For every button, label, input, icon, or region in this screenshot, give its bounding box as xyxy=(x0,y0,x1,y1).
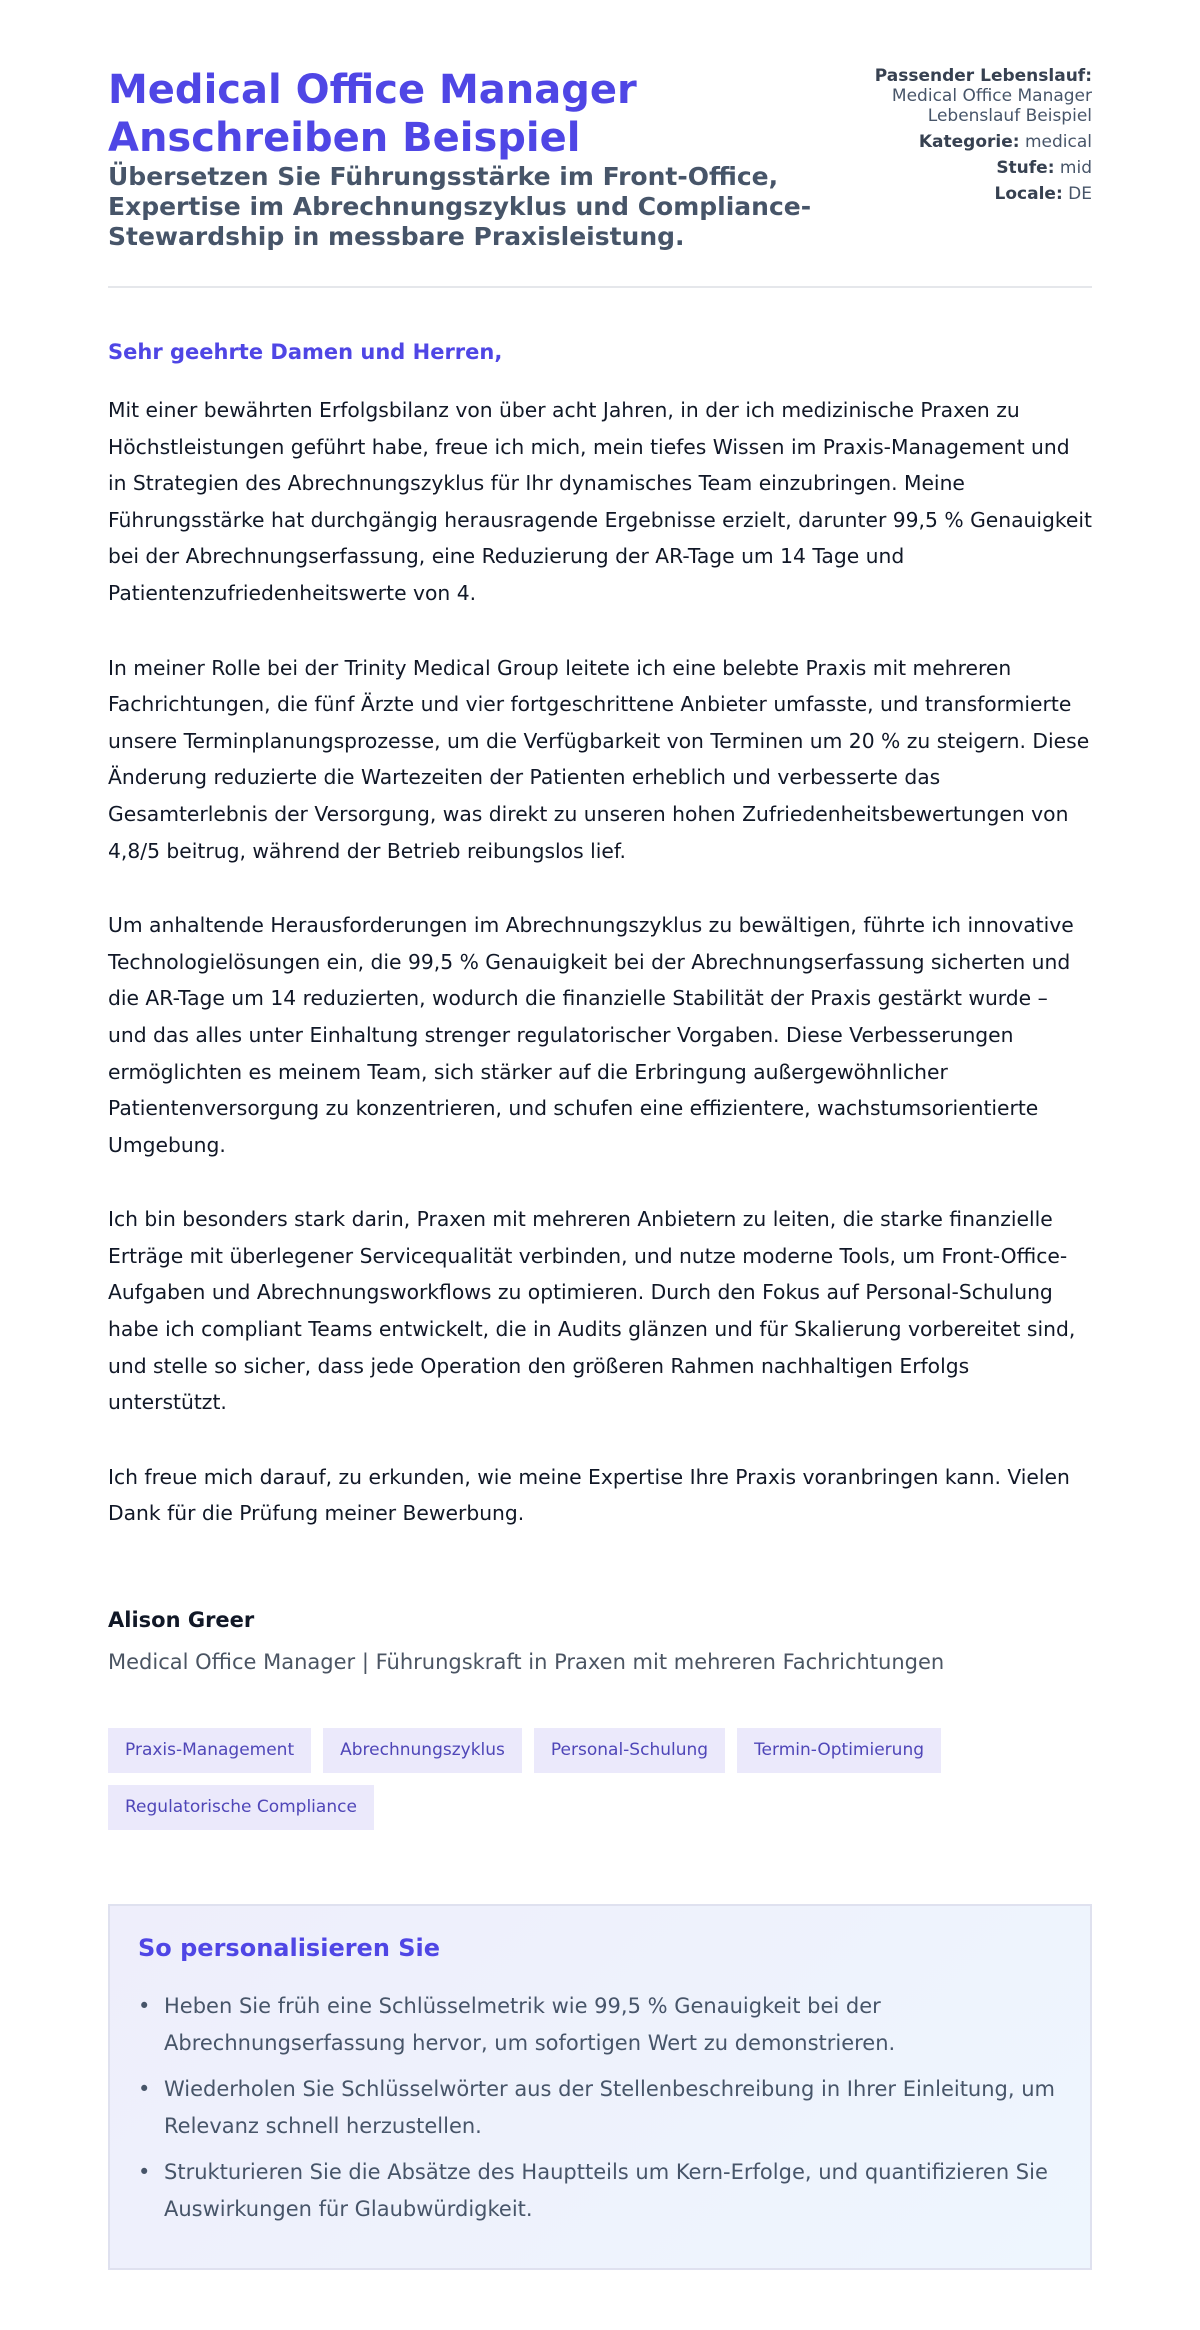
tag-termin-optimierung[interactable]: Termin-Optimierung xyxy=(737,1728,941,1773)
signature-name: Alison Greer xyxy=(108,1608,255,1633)
salutation: Sehr geehrte Damen und Herren, xyxy=(108,340,503,364)
tips-list xyxy=(138,1988,1062,2228)
page-title: Medical Office Manager Anschreiben Beispiel xyxy=(108,67,637,161)
bullet-icon: • xyxy=(138,1994,151,2019)
tip-item xyxy=(138,1988,1062,2061)
tag-personal-schulung[interactable]: Personal-Schulung xyxy=(534,1728,725,1773)
paragraph-intro: Mit einer bewährten Erfolgsbilanz von über acht Jahren, in der ich medizinische Praxen zu Höchstleistungen geführt habe, freue ich mich, mein tiefes Wissen im Praxis-Management und in Strategien des Abrechnungszyklus für Ihr dynamisches Team einzubringen. Meine Führungsstärke hat durchgängig herausragende Ergebnisse erzielt, darunter 99,5 % Genauigkeit bei der Abrechnungserfassung, eine Reduzierung der AR-Tage um 14 Tage und Patientenzufriedenheitswerte von 4. xyxy=(108,398,1092,605)
meta-level-value: mid xyxy=(1059,158,1092,178)
tip-item xyxy=(138,2154,1062,2227)
meta-panel xyxy=(836,66,1092,210)
paragraph-revenue-cycle: Um anhaltende Herausforderungen im Abrechnungszyklus zu bewältigen, führte ich innovative Technologielösungen ein, die 99,5 % Genauigkeit bei der Abrechnungserfassung sicherten und die AR-Tage um 14 reduzierten, wodurch die finanzielle Stabilität der Praxis gestärkt wurde – und das alles unter Einhaltung strenger regulatorischer Vorgaben. Diese Verbesserungen ermöglichten es meinem Team, sich stärker auf die Erbringung außergewöhnlicher Patientenversorgung zu konzentrieren, und schufen eine effizientere, wachstumsorientierte Umgebung. xyxy=(108,913,1074,1157)
meta-category-value: medical xyxy=(1024,132,1092,152)
tag-praxis-management[interactable]: Praxis-Management xyxy=(108,1728,311,1773)
meta-resume xyxy=(836,66,1092,126)
meta-level-label: Stufe: xyxy=(996,158,1055,178)
meta-resume-link[interactable]: Medical Office Manager Lebenslauf Beispiel xyxy=(891,86,1092,126)
meta-level xyxy=(836,158,1092,178)
page-header xyxy=(108,66,1092,288)
tip-text: Heben Sie früh eine Schlüsselmetrik wie 99,5 % Genauigkeit bei der Abrechnungserfassung hervor, um sofortigen Wert zu demonstrieren. xyxy=(164,1994,896,2055)
tag-regulatorische-compliance[interactable]: Regulatorische Compliance xyxy=(108,1785,374,1830)
paragraph-strengths: Ich bin besonders stark darin, Praxen mit mehreren Anbietern zu leiten, die starke finanzielle Erträge mit überlegener Servicequalität verbinden, und nutze moderne Tools, um Front-Office-Aufgaben und Abrechnungsworkflows zu optimieren. Durch den Fokus auf Personal-Schulung habe ich compliant Teams entwickelt, die in Audits glänzen und für Skalierung vorbereitet sind, und stelle so sicher, dass jede Operation den größeren Rahmen nachhaltigen Erfolgs unterstützt. xyxy=(108,1207,1076,1415)
meta-resume-label: Passender Lebenslauf: xyxy=(874,66,1092,86)
meta-category xyxy=(836,132,1092,152)
meta-category-label: Kategorie: xyxy=(918,132,1020,152)
tip-text: Strukturieren Sie die Absätze des Hauptteils um Kern-Erfolge, und quantifizieren Sie Auswirkungen für Glaubwürdigkeit. xyxy=(164,2160,1048,2221)
personalization-tips xyxy=(108,1904,1092,2270)
tip-item xyxy=(138,2071,1062,2144)
signature-role: Medical Office Manager | Führungskraft in Praxen mit mehreren Fachrichtungen xyxy=(108,1650,945,1675)
meta-locale-value: DE xyxy=(1068,184,1092,204)
bullet-icon: • xyxy=(138,2077,151,2102)
tag-abrechnungszyklus[interactable]: Abrechnungszyklus xyxy=(323,1728,522,1773)
page-subtitle: Übersetzen Sie Führungsstärke im Front-Office, Expertise im Abrechnungszyklus und Compliance-Stewardship in messbare Praxisleistung. xyxy=(108,162,812,251)
meta-locale xyxy=(836,184,1092,204)
bullet-icon: • xyxy=(138,2160,151,2185)
paragraph-role: In meiner Rolle bei der Trinity Medical Group leitete ich eine belebte Praxis mit mehreren Fachrichtungen, die fünf Ärzte und vier fortgeschrittene Anbieter umfasste, und transformierte unsere Terminplanungsprozesse, um die Verfügbarkeit von Terminen um 20 % zu steigern. Diese Änderung reduzierte die Wartezeiten der Patienten erheblich und verbesserte das Gesamterlebnis der Versorgung, was direkt zu unseren hohen Zufriedenheitsbewertungen von 4,8/5 beitrug, während der Betrieb reibungslos lief. xyxy=(108,655,1090,863)
tips-title: So personalisieren Sie xyxy=(138,1934,441,1963)
tip-text: Wiederholen Sie Schlüsselwörter aus der Stellenbeschreibung in Ihrer Einleitung, um Relevanz schnell herzustellen. xyxy=(164,2077,1056,2138)
meta-locale-label: Locale: xyxy=(994,184,1063,204)
paragraph-closing: Ich freue mich darauf, zu erkunden, wie meine Expertise Ihre Praxis voranbringen kann. Vielen Dank für die Prüfung meiner Bewerbung. xyxy=(108,1464,1070,1526)
header-titles xyxy=(108,66,836,252)
letter-body xyxy=(108,338,1092,1676)
skill-tags xyxy=(108,1728,1008,1830)
